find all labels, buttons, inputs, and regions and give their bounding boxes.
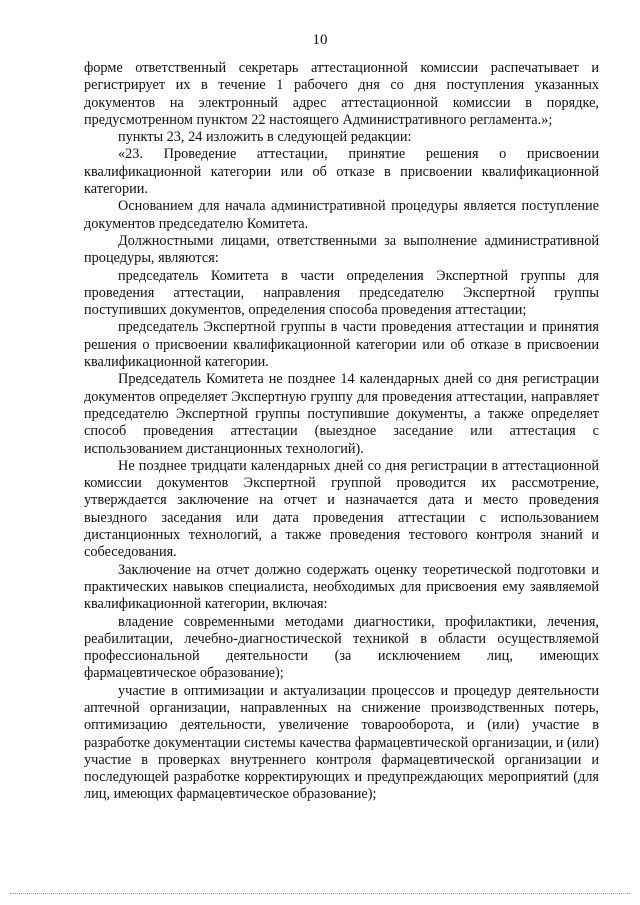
paragraph-3: «23. Проведение аттестации, принятие решения о присвоении квалификационной категории или об отказе в присвоении квалификационной категории.	[84, 146, 599, 198]
paragraph-6: председатель Комитета в части определения Экспертной группы для проведения аттестации, направления председателю Экспертной группы поступивших документов, определения способа проведения аттестации;	[84, 267, 599, 319]
paragraph-8: Председатель Комитета не позднее 14 календарных дней со дня регистрации документов определяет Экспертную группу для проведения аттестации, направляет председателю Экспертной группы поступившие документы, а также определяет способ проведения аттестации (выездное заседание или аттестация с использованием дистанционных технологий).	[84, 371, 599, 457]
paragraph-12: участие в оптимизации и актуализации процессов и процедур деятельности аптечной организации, направленных на снижение производственных потерь, оптимизацию деятельности, увеличение товарооборота, и (или) участие в разработке документации системы качества фармацевтической организации, и (или) участие в проверках внутреннего контроля фармацевтической организации и последующей разработке корректирующих и предупреждающих мероприятий (для лиц, имеющих фармацевтическое образование);	[84, 682, 599, 803]
document-body	[84, 60, 599, 804]
paragraph-7: председатель Экспертной группы в части проведения аттестации и принятия решения о присвоении квалификационной категории или об отказе в присвоении квалификационной категории.	[84, 319, 599, 371]
paragraph-1: форме ответственный секретарь аттестационной комиссии распечатывает и регистрирует их в течение 1 рабочего дня со дня поступления указанных документов на электронный адрес аттестационной комиссии в порядке, предусмотренном пунктом 22 настоящего Административного регламента.»;	[84, 60, 599, 128]
paragraph-2: пункты 23, 24 изложить в следующей редакции:	[118, 129, 412, 146]
paragraph-4: Основанием для начала административной процедуры является поступление документов председателю Комитета.	[84, 198, 599, 232]
paragraph-5: Должностными лицами, ответственными за выполнение административной процедуры, являются:	[84, 232, 599, 267]
paragraph-10: Заключение на отчет должно содержать оценку теоретической подготовки и практических навыков специалиста, необходимых для присвоения ему заявляемой квалификационной категории, включая:	[84, 561, 599, 613]
page-number: 10	[312, 32, 328, 48]
paragraph-11: владение современными методами диагностики, профилактики, лечения, реабилитации, лечебно-диагностической техникой в области осуществляемой профессиональной деятельности (за исключением лиц, имеющих фармацевтическое образование);	[84, 613, 599, 682]
page-bottom-divider	[10, 893, 630, 894]
paragraph-9: Не позднее тридцати календарных дней со дня регистрации в аттестационной комиссии документов Экспертной группой проводится их рассмотрение, утверждается заключение на отчет и назначается дата и место проведения выездного заседания или дата проведения аттестации с использованием дистанционных технологий, а также проведения тестового контроля знаний и собеседования.	[84, 457, 599, 561]
